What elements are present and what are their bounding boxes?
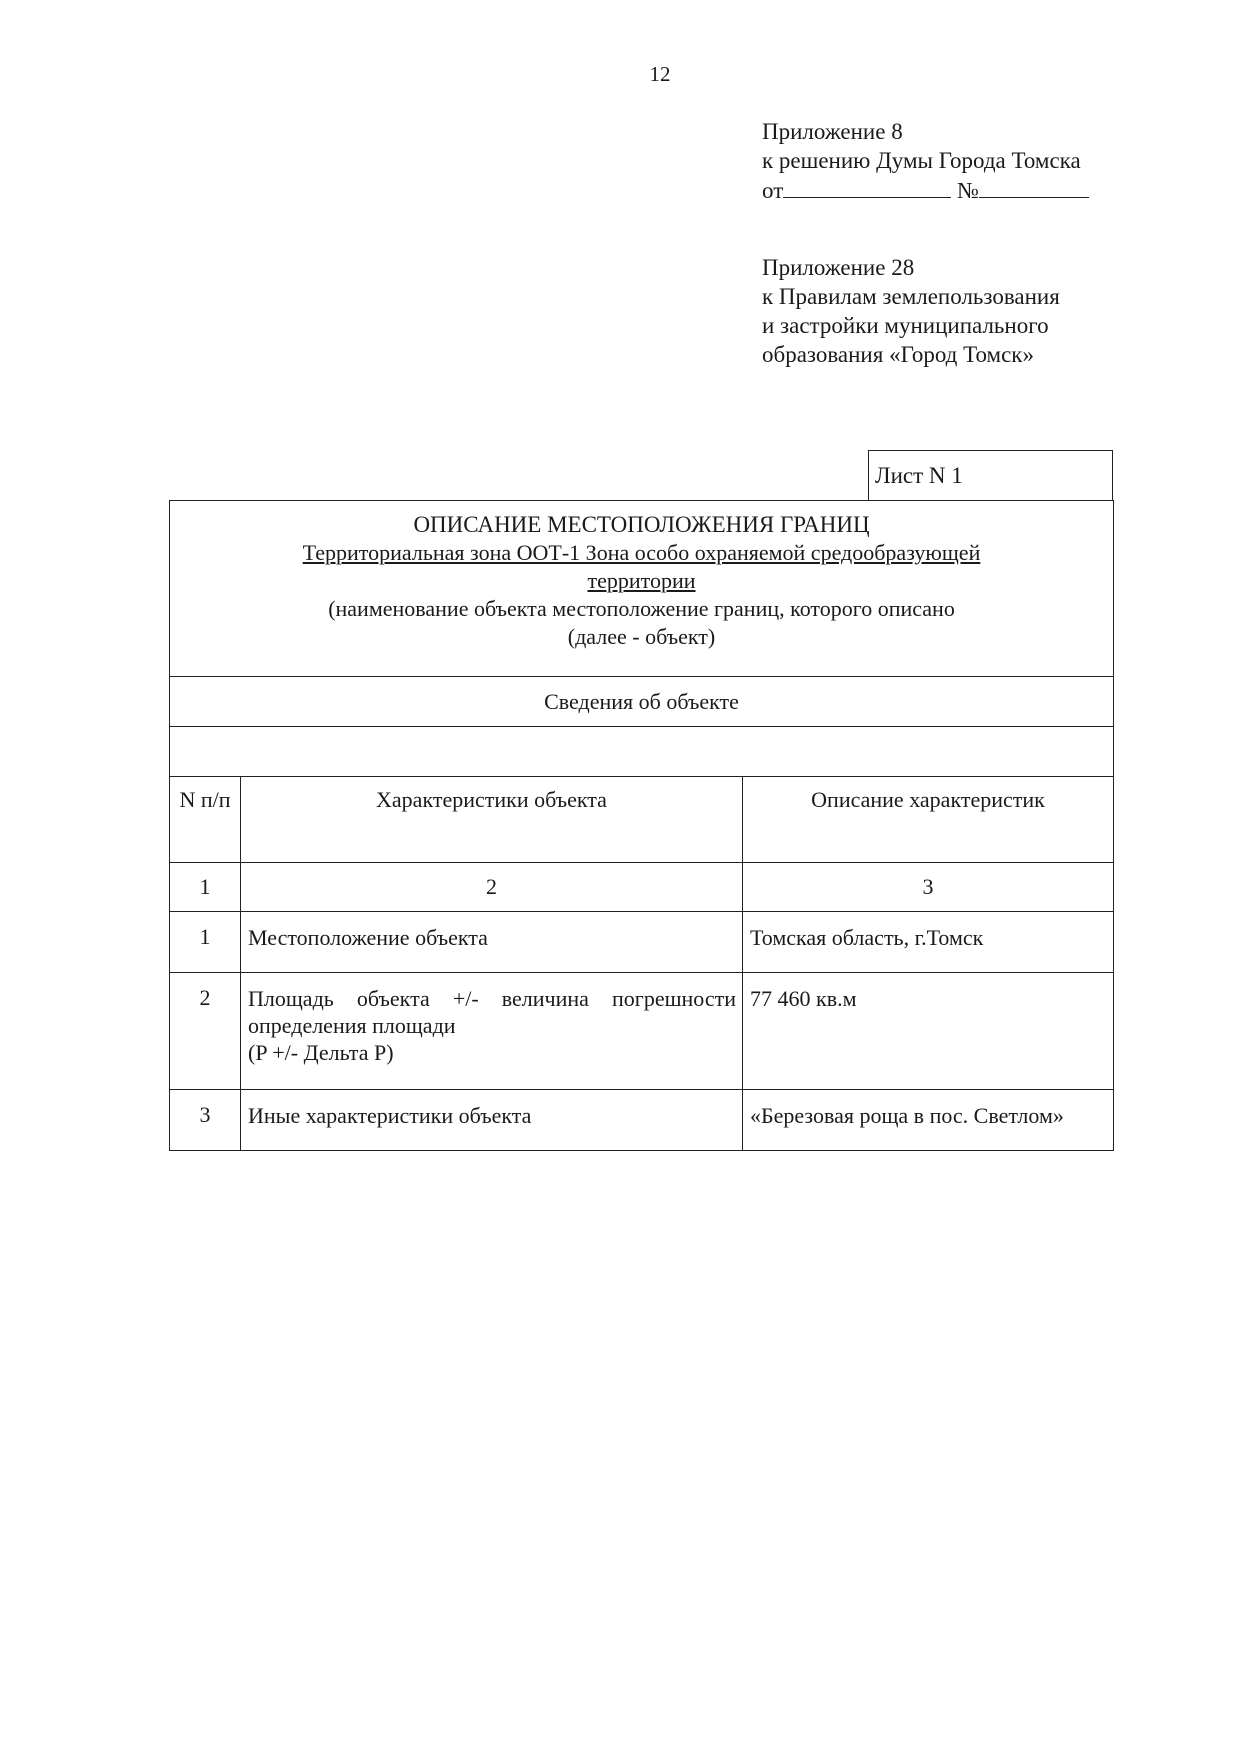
- area-characteristic-line2: определения площади: [248, 1013, 456, 1038]
- object-caption-line2: (далее - объект): [567, 624, 716, 649]
- column-number: 2: [241, 863, 743, 912]
- row-number: 2: [170, 973, 241, 1090]
- appendix-8-block: [762, 117, 1089, 205]
- table-header: [170, 501, 1114, 677]
- appendix-28-line2: к Правилам землепользования: [762, 284, 1060, 309]
- column-header-description: Описание характеристик: [743, 777, 1114, 863]
- area-characteristic-line3: (P +/- Дельта P): [248, 1040, 394, 1065]
- row-description: «Березовая роща в пос. Светлом»: [743, 1090, 1114, 1151]
- column-number: 3: [743, 863, 1114, 912]
- row-number: 1: [170, 912, 241, 973]
- table-row: [170, 912, 1114, 973]
- section-title: Сведения об объекте: [170, 677, 1114, 727]
- object-name-line1: Территориальная зона ООТ-1 Зона особо охраняемой средообразующей: [302, 540, 981, 565]
- appendix-28-block: [762, 253, 1060, 369]
- appendix-8-date-line: [762, 175, 1089, 205]
- appendix-8-decision: к решению Думы Города Томска: [762, 148, 1081, 173]
- object-caption-line1: (наименование объекта местоположение границ, которого описано: [328, 596, 955, 621]
- row-description: 77 460 кв.м: [743, 973, 1114, 1090]
- area-characteristic-line1: Площадь объекта +/- величина погрешности: [248, 986, 736, 1011]
- number-prefix: №: [957, 178, 979, 203]
- column-header-number: N п/п: [170, 777, 241, 863]
- row-number: 3: [170, 1090, 241, 1151]
- column-number: 1: [170, 863, 241, 912]
- appendix-28-line3: и застройки муниципального: [762, 313, 1049, 338]
- column-header-characteristic: Характеристики объекта: [241, 777, 743, 863]
- empty-row: [170, 727, 1114, 777]
- object-name-line2: территории: [587, 568, 696, 593]
- row-characteristic: Местоположение объекта: [241, 912, 743, 973]
- document-title: ОПИСАНИЕ МЕСТОПОЛОЖЕНИЯ ГРАНИЦ: [413, 512, 870, 537]
- boundary-description-table: [169, 500, 1114, 1151]
- column-number-row: [170, 863, 1114, 912]
- appendix-8-title: Приложение 8: [762, 119, 903, 144]
- appendix-28-title: Приложение 28: [762, 255, 915, 280]
- date-prefix: от: [762, 178, 784, 203]
- sheet-label: Лист N 1: [868, 450, 1113, 500]
- page-number: 12: [649, 62, 671, 86]
- row-characteristic: Иные характеристики объекта: [241, 1090, 743, 1151]
- row-description: Томская область, г.Томск: [743, 912, 1114, 973]
- date-blank: [783, 175, 951, 198]
- table-row: [170, 1090, 1114, 1151]
- number-blank: [979, 175, 1089, 198]
- appendix-28-line4: образования «Город Томск»: [762, 342, 1034, 367]
- row-characteristic: [241, 973, 743, 1090]
- table-row: [170, 973, 1114, 1090]
